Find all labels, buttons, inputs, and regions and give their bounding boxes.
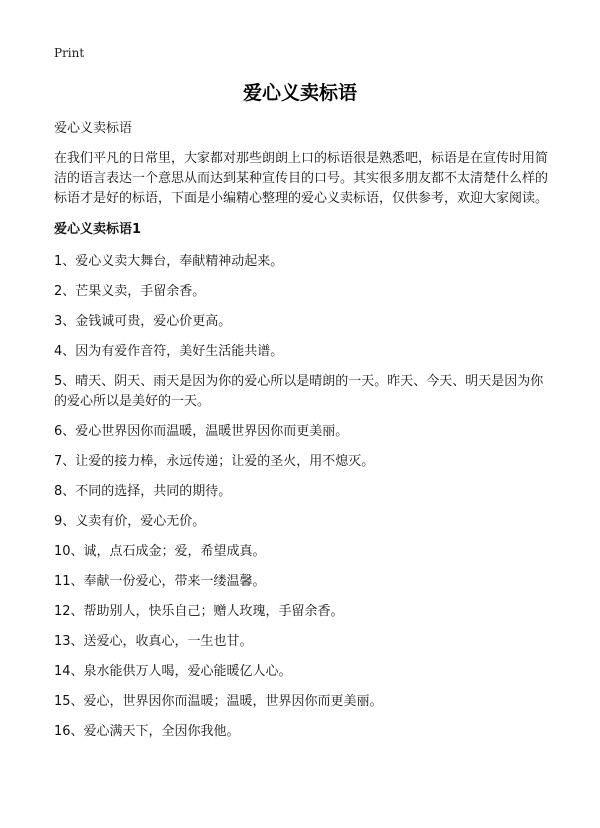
slogan-item: 10、诚，点石成金；爱，希望成真。 bbox=[54, 544, 266, 559]
slogan-item: 4、因为有爱作音符，美好生活能共谱。 bbox=[54, 344, 284, 359]
page-title: 爱心义卖标语 bbox=[242, 82, 357, 104]
slogan-item: 11、奉献一份爱心，带来一缕温馨。 bbox=[54, 574, 266, 589]
print-link[interactable]: Print bbox=[54, 46, 85, 60]
slogan-item: 16、爱心满天下，全因你我他。 bbox=[54, 724, 240, 739]
slogan-item: 13、送爱心，收真心，一生也甘。 bbox=[54, 634, 253, 649]
slogan-item: 2、芒果义卖，手留余香。 bbox=[54, 284, 206, 299]
slogan-item: 6、爱心世界因你而温暖，温暖世界因你而更美丽。 bbox=[54, 424, 349, 439]
intro-paragraph: 在我们平凡的日常里，大家都对那些朗朗上口的标语很是熟悉吧，标语是在宣传时用简洁的语言表达一个意思从而达到某种宣传目的口号。其实很多朋友都不太清楚什么样的标语才是好的标语，下面是小编精心整理的爱心义卖标语，仅供参考，欢迎大家阅读。 bbox=[54, 151, 549, 206]
article-subtitle: 爱心义卖标语 bbox=[54, 121, 133, 136]
slogan-item: 15、爱心，世界因你而温暖；温暖，世界因你而更美丽。 bbox=[54, 694, 383, 709]
section-heading: 爱心义卖标语1 bbox=[54, 222, 142, 237]
slogan-item: 9、义卖有价，爱心无价。 bbox=[54, 514, 206, 529]
slogan-item: 5、晴天、阴天、雨天是因为你的爱心所以是晴朗的一天。昨天、今天、明天是因为你的爱心所以是美好的一天。 bbox=[54, 374, 544, 409]
article-body bbox=[54, 119, 552, 752]
slogan-item: 8、不同的选择，共同的期待。 bbox=[54, 484, 232, 499]
slogan-item: 12、帮助别人，快乐自己；赠人玫瑰，手留余香。 bbox=[54, 604, 344, 619]
slogan-item: 14、泉水能供万人喝，爱心能暖亿人心。 bbox=[54, 664, 292, 679]
slogan-item: 7、让爱的接力棒，永远传递；让爱的圣火，用不熄灭。 bbox=[54, 454, 375, 469]
slogan-item: 1、爱心义卖大舞台，奉献精神动起来。 bbox=[54, 254, 284, 269]
slogan-item: 3、金钱诚可贵，爱心价更高。 bbox=[54, 314, 232, 329]
slogan-list bbox=[54, 252, 552, 742]
